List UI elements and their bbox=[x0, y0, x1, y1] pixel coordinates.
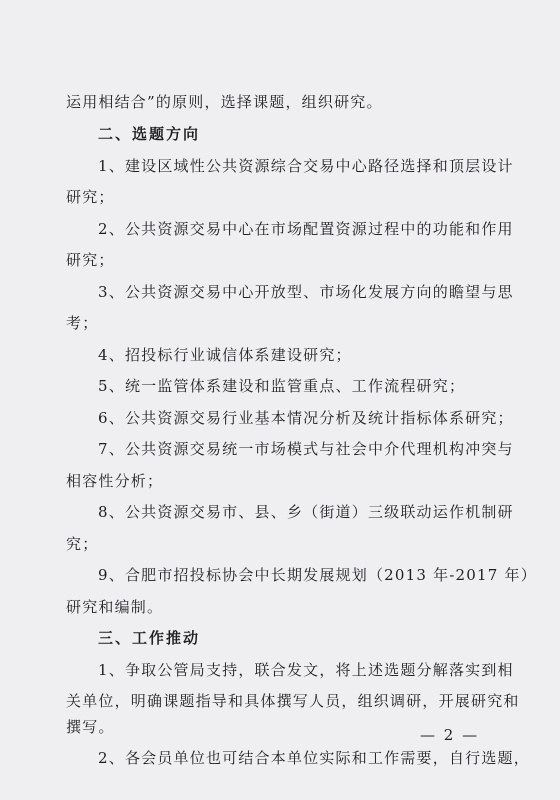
list-item: 6、公共资源交易行业基本情况分析及统计指标体系研究； bbox=[98, 409, 514, 427]
list-item: 5、统一监管体系建设和监管重点、工作流程研究； bbox=[98, 377, 466, 395]
text-line: 关单位，明确课题指导和具体撰写人员，组织调研，开展研究和 bbox=[66, 692, 520, 710]
text-line: 相容性分析； bbox=[66, 472, 164, 490]
list-item: 9、合肥市招投标协会中长期发展规划（2013 年-2017 年） bbox=[98, 566, 537, 584]
page-number: — 2 — bbox=[420, 726, 480, 744]
section-heading: 二、选题方向 bbox=[98, 125, 201, 143]
list-item: 1、建设区域性公共资源综合交易中心路径选择和顶层设计 bbox=[98, 157, 514, 175]
text-line: 研究； bbox=[66, 251, 115, 269]
list-item: 1、争取公管局支持，联合发文，将上述选题分解落实到相 bbox=[98, 661, 514, 679]
text-line: 研究和编制。 bbox=[66, 598, 164, 616]
text-line: 撰写。 bbox=[66, 718, 115, 736]
list-item: 8、公共资源交易市、县、乡（街道）三级联动运作机制研 bbox=[98, 503, 514, 521]
list-item: 3、公共资源交易中心开放型、市场化发展方向的瞻望与思 bbox=[98, 283, 514, 301]
text-line: 运用相结合”的原则，选择课题，组织研究。 bbox=[66, 93, 383, 111]
text-line: 研究； bbox=[66, 188, 115, 206]
text-line: 究； bbox=[66, 535, 99, 553]
list-item: 2、公共资源交易中心在市场配置资源过程中的功能和作用 bbox=[98, 220, 514, 238]
list-item: 4、招投标行业诚信体系建设研究； bbox=[98, 346, 352, 364]
section-heading: 三、工作推动 bbox=[98, 629, 201, 647]
list-item: 7、公共资源交易统一市场模式与社会中介代理机构冲突与 bbox=[98, 440, 514, 458]
text-line: 考； bbox=[66, 314, 99, 332]
list-item: 2、各会员单位也可结合本单位实际和工作需要，自行选题， bbox=[98, 749, 530, 767]
